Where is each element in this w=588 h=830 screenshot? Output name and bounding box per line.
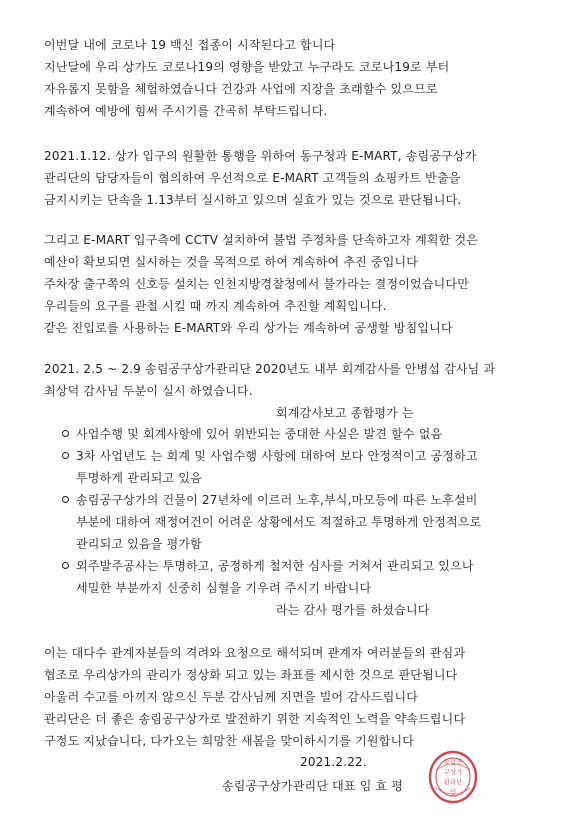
official-seal-stamp [428,750,478,804]
audit-bullet-3-line-1: 송림공구상가의 건물이 27년차에 이르러 노후,부식,마모등에 따른 노후설비 [76,493,478,507]
paragraph-2-line-2: 관리단의 담당자들이 협의하여 우선적으로 E-MART 고객들의 쇼핑카트 반출을 [44,171,461,185]
audit-bullet-1-line-1: 사업수행 및 회계사항에 있어 위반되는 중대한 사실은 발견 할수 없음 [76,427,443,441]
audit-bullet-2-line-2: 투명하게 관리되고 있음 [76,471,202,485]
paragraph-3-line-4: 우리들의 요구를 관철 시킬 때 까지 계속하여 추진할 계획입니다. [44,299,387,313]
paragraph-1-line-4: 계속하여 예방에 힘써 주시기를 간곡히 부탁드립니다. [44,104,328,118]
audit-closing: 라는 감사 평가를 하셨습니다 [276,603,430,617]
paragraph-3-line-2: 예산이 확보되면 실시하는 것을 목적으로 하여 계속하여 추진 중입니다 [44,255,419,269]
paragraph-5-line-3: 아울러 수고를 아끼지 않으신 두분 감사님께 지면을 빌어 감사드립니다 [44,690,419,704]
paragraph-1-line-1: 이번달 내에 코로나 19 백신 접종이 시작된다고 합니다 [44,38,336,52]
paragraph-3-line-1: 그리고 E-MART 입구측에 CCTV 설치하여 불법 주정차를 단속하고자 계획한 것은 [44,233,479,247]
bullet-circle-icon [62,430,69,437]
audit-report-heading: 회계감사보고 종합평가 는 [276,406,414,420]
paragraph-1-line-2: 지난달에 우리 상가도 코로나19의 영향을 받았고 누구라도 코로나19로 부터 [44,60,450,74]
document-date: 2021.2.22. [300,755,367,769]
bullet-circle-icon [62,496,69,503]
seal-text-mid1: 구상가 [443,768,463,776]
paragraph-4-line-2: 최상덕 감사님 두분이 실시 하였습니다. [44,384,253,398]
paragraph-5-line-5: 구정도 지났습니다, 다가오는 희망찬 새봄을 맞이하시기를 기원합니다 [44,734,415,748]
signature-line: 송림공구상가관리단 대표 임 효 평 [222,779,404,793]
paragraph-3-line-5: 같은 진입로를 사용하는 E-MART와 우리 상가는 계속하여 공생할 방침입니다 [44,321,453,335]
paragraph-2-line-1: 2021.1.12. 상가 입구의 원활한 통행을 위하여 동구청과 E-MART, 송림공구상가 [44,149,477,163]
paragraph-2-line-3: 금지시키는 단속을 1.13부터 실시하고 있으며 실효가 있는 것으로 판단됩니다. [44,193,462,207]
bullet-circle-icon [62,452,69,459]
audit-bullet-4-line-2: 세밀한 부분까지 신중히 심혈을 기우려 주시기 바랍니다 [76,581,372,595]
paragraph-4-line-1: 2021. 2.5 ~ 2.9 송림공구상가관리단 2020년도 내부 회계감사를 안병섭 감사님 과 [44,362,496,376]
paragraph-1-line-3: 자유롭지 못함을 체험하였습니다 건강과 사업에 지장을 초래할수 있으므로 [44,82,438,96]
paragraph-5-line-4: 관리단은 더 좋은 송림공구상가로 발전하기 위한 지속적인 노력을 약속드립니다 [44,712,466,726]
paragraph-3-line-3: 주차장 출구쪽의 신호등 설치는 인천지방경찰청에서 불가라는 결정이었습니다만 [44,277,470,291]
bullet-circle-icon [62,562,69,569]
audit-bullet-4-line-1: 외주발주공사는 투명하고, 공정하게 철저한 심사를 거쳐서 관리되고 있으나 [76,559,474,573]
seal-text-top: 송림공 [443,758,463,766]
audit-bullet-2-line-1: 3차 사업년도 는 회계 및 사업수행 사항에 대하여 보다 안정적이고 공정하고 [76,449,478,463]
audit-bullet-3-line-3: 관리되고 있음을 평가함 [76,537,202,551]
paragraph-5-line-1: 이는 대다수 관계자분들의 격려와 요청으로 해석되며 관계자 여러분들의 관심과 [44,646,466,660]
seal-text-mid2: 관리단 [443,778,463,786]
seal-text-bottom: 인 [449,788,457,796]
paragraph-5-line-2: 협조로 우리상가의 관리가 정상화 되고 있는 좌표를 제시한 것으로 판단됩니다 [44,668,458,682]
audit-bullet-3-line-2: 부분에 대하여 재정여건이 어려운 상황에서도 적절하고 투명하게 안정적으로 [76,515,482,529]
